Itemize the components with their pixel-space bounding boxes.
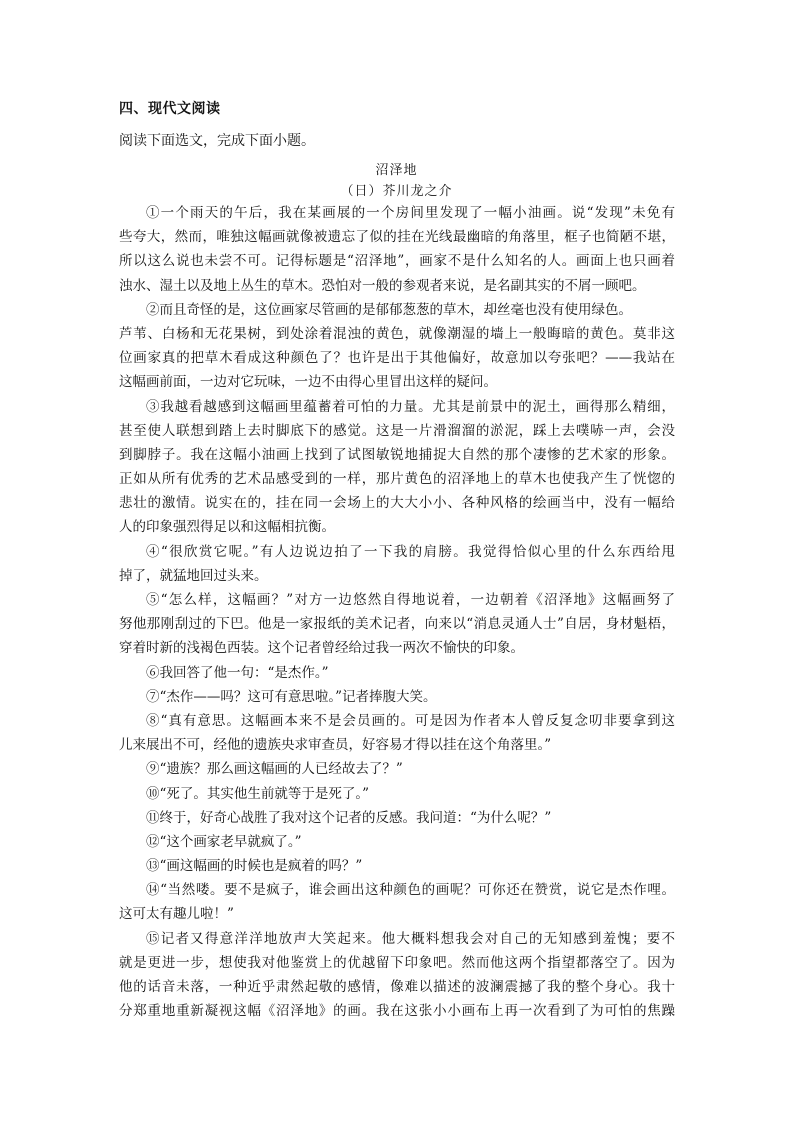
text-line: ⑩“死了。其实他生前就等于是死了。” <box>146 785 370 802</box>
text-line: 正如从所有优秀的艺术品感受到的一样，那片黄色的沼泽地上的草木也使我产生了恍惚的 <box>119 471 675 488</box>
text-line: ⑥我回答了他一句：“是杰作。” <box>146 664 329 681</box>
text-line: ⑭“当然喽。要不是疯子，谁会画出这种颜色的画呢？可你还在赞赏，说它是杰作哩。 <box>146 882 675 899</box>
text-line: ⑦“杰作——吗？这可有意思啦。”记者捧腹大笑。 <box>146 688 437 705</box>
text-line: ⑧“真有意思。这幅画本来不是会员画的。可是因为作者本人曾反复念叨非要拿到这 <box>146 712 675 729</box>
text-line: 就是更进一步，想使我对他鉴赏上的优越留下印象吧。然而他这两个指望都落空了。因为 <box>119 954 675 971</box>
text-line: ④“很欣赏它呢。”有人边说边拍了一下我的肩膀。我觉得恰似心里的什么东西给甩 <box>146 543 675 560</box>
text-line: 这幅画前面，一边对它玩味，一边不由得心里冒出这样的疑问。 <box>119 374 497 391</box>
text-line: 他的话音未落，一种近乎肃然起敬的感情，像难以描述的波澜震撼了我的整个身心。我十 <box>119 979 675 995</box>
text-line: ⑮记者又得意洋洋地放声大笑起来。他大概料想我会对自己的无知感到羞愧；要不 <box>146 930 675 947</box>
text-line: 掉了，就猛地回过头来。 <box>119 567 268 584</box>
text-line: ②而且奇怪的是，这位画家尽管画的是郁郁葱葱的草木，却丝毫也没有使用绿色。 <box>146 301 632 318</box>
story-body <box>119 201 675 1023</box>
text-line: ⑪终于，好奇心战胜了我对这个记者的反感。我问道：“为什么呢？” <box>146 809 552 826</box>
text-line: 到脚脖子。我在这幅小油画上找到了试图敏锐地捕捉大自然的那个凄惨的艺术家的形象。 <box>119 446 675 463</box>
text-line: 儿来展出不可，经他的遗族央求审查员，好容易才得以挂在这个角落里。” <box>119 737 552 754</box>
section-title: 四、现代文阅读 <box>119 101 221 117</box>
text-line: 甚至使人联想到踏上去时脚底下的感觉。这是一片滑溜溜的淤泥，踩上去噗哧一声，会没 <box>119 422 675 439</box>
text-line: ①一个雨天的午后，我在某画展的一个房间里发现了一幅小油画。说“发现”未免有 <box>146 205 675 221</box>
text-line: ⑫“这个画家老早就疯了。” <box>146 833 302 850</box>
story-title: 沼泽地 <box>375 163 418 178</box>
text-line: 芦苇、白杨和无花果树，到处涂着混浊的黄色，就像潮湿的墙上一般晦暗的黄色。莫非这 <box>119 325 675 342</box>
text-line: 这可太有趣儿啦！” <box>119 906 234 923</box>
text-line: ⑬“画这幅画的时候也是疯着的吗？” <box>146 858 363 875</box>
text-line: 悲壮的激情。说实在的，挂在同一会场上的大大小小、各种风格的绘画当中，没有一幅给 <box>119 495 675 512</box>
story-author: （日）芥川龙之介 <box>340 184 453 199</box>
text-line: ③我越看越感到这幅画里蕴蓄着可怕的力量。尤其是前景中的泥土，画得那么精细， <box>146 398 675 415</box>
text-line: 些夸大，然而，唯独这幅画就像被遗忘了似的挂在光线最幽暗的角落里，框子也简陋不堪， <box>119 229 675 246</box>
text-line: ⑤“怎么样，这幅画？”对方一边悠然自得地说着，一边朝着《沼泽地》这幅画努了 <box>146 592 675 608</box>
text-line: 所以这么说也未尝不可。记得标题是“沼泽地”，画家不是什么知名的人。画面上也只画着 <box>119 253 675 270</box>
text-line: 努他那刚刮过的下巴。他是一家报纸的美术记者，向来以“消息灵通人士”自居，身材魁梧， <box>119 616 675 633</box>
text-line: 分郑重地重新凝视这幅《沼泽地》的画。我在这张小小画布上再一次看到了为可怕的焦躁 <box>119 1003 675 1020</box>
text-line: 人的印象强烈得足以和这幅相抗衡。 <box>119 519 335 536</box>
reading-instruction: 阅读下面选文，完成下面小题。 <box>119 133 315 149</box>
text-line: 位画家真的把草木看成这种颜色了？也许是出于其他偏好，故意加以夸张吧？——我站在 <box>119 350 675 367</box>
text-line: ⑨“遗族？那么画这幅画的人已经故去了？” <box>146 761 403 778</box>
text-line: 浊水、湿土以及地上丛生的草木。恐怕对一般的参观者来说，是名副其实的不屑一顾吧。 <box>119 277 646 294</box>
text-line: 穿着时新的浅褐色西装。这个记者曾经给过我一两次不愉快的印象。 <box>119 640 524 657</box>
